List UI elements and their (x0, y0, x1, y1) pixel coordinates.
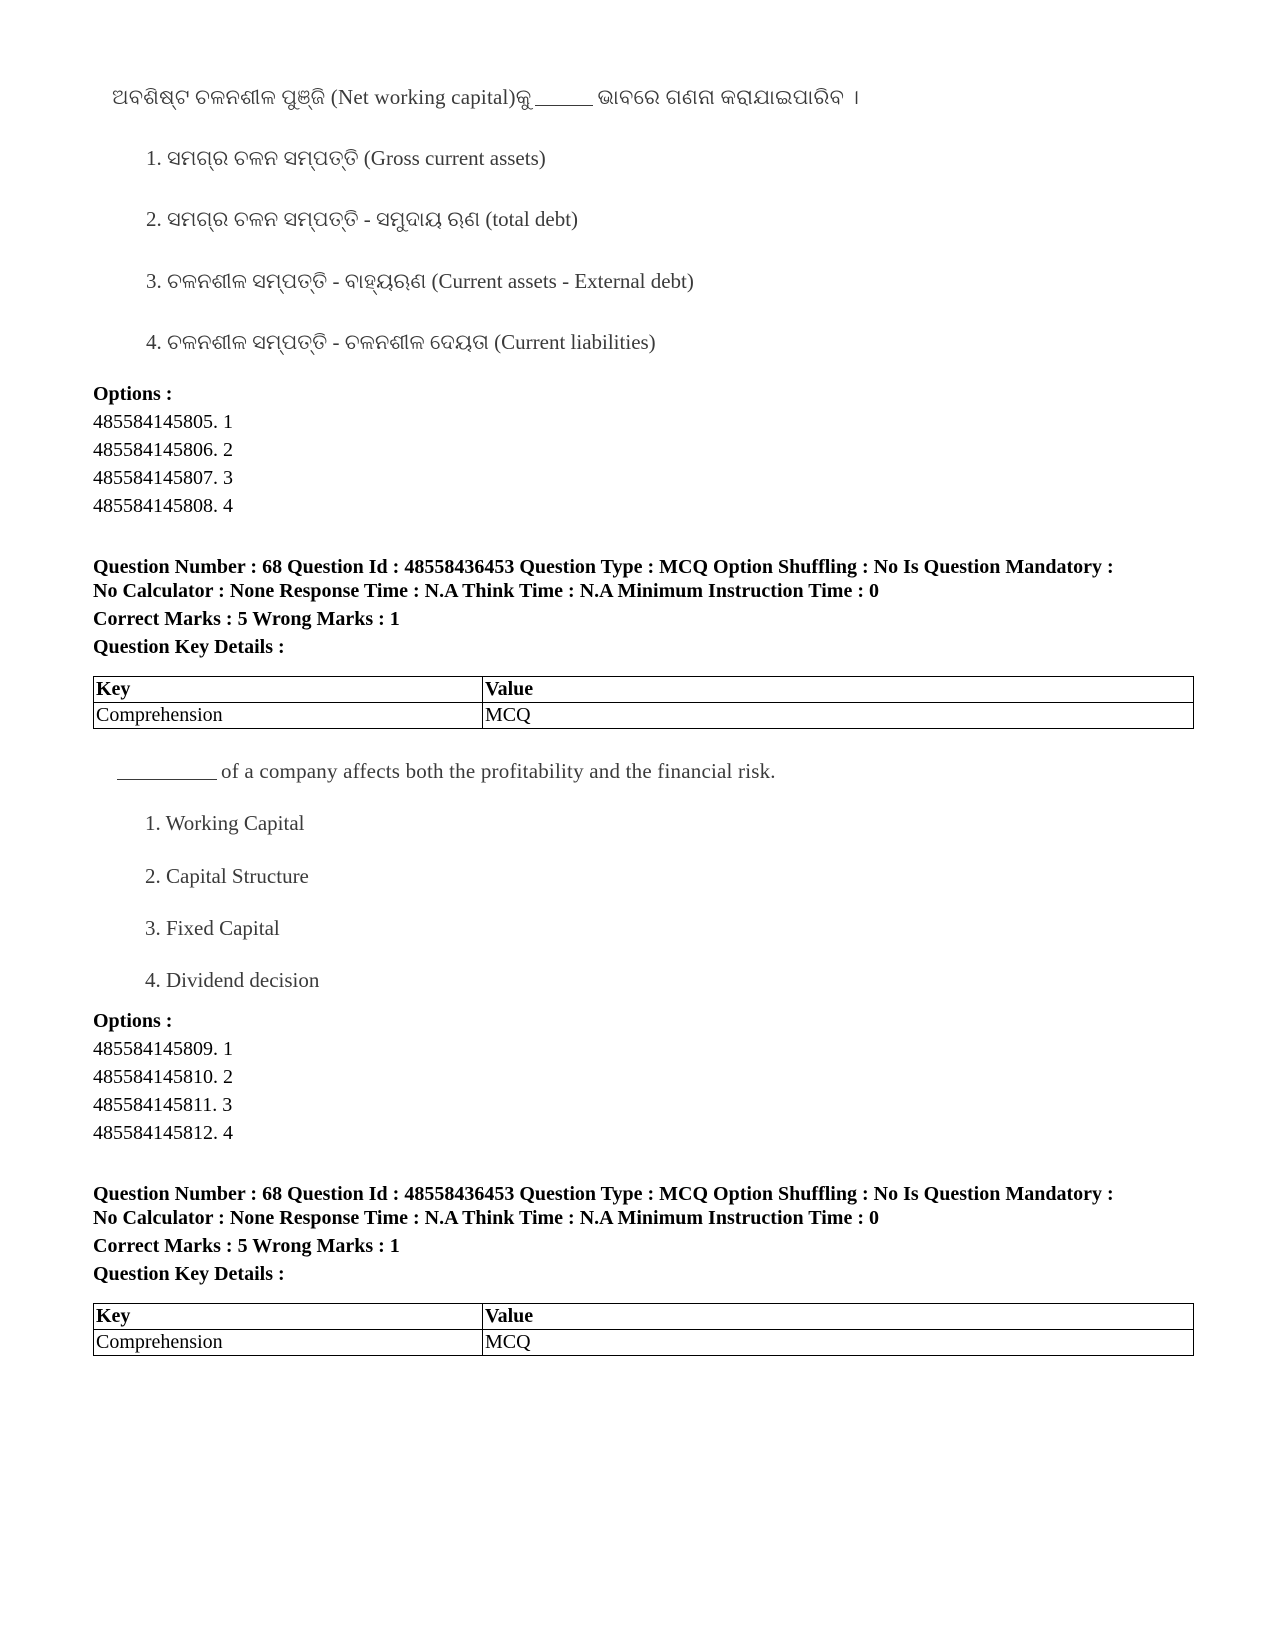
marks-line: Correct Marks : 5 Wrong Marks : 1 (93, 608, 400, 630)
table-cell-value: MCQ (483, 1330, 1194, 1356)
option-item: 485584145805. 1 (93, 411, 233, 433)
table-header-key: Key (94, 1304, 483, 1330)
table-row (94, 703, 1194, 729)
table-cell-key: Comprehension (94, 1330, 483, 1356)
question-1-choice-3: 3. ଚଳନଶୀଳ ସମ୍ପତ୍ତି - ବାହ୍ୟଋଣ (Current assets - External debt) (146, 269, 694, 293)
question-meta-block (93, 555, 1193, 659)
question-meta-line-2: No Calculator : None Response Time : N.A Think Time : N.A Minimum Instruction Time : 0 (93, 1207, 879, 1229)
question-2-choice-1: 1. Working Capital (145, 811, 305, 835)
option-item: 485584145809. 1 (93, 1038, 233, 1060)
option-item: 485584145806. 2 (93, 439, 233, 461)
table-cell-key: Comprehension (94, 703, 483, 729)
key-details-label: Question Key Details : (93, 1263, 285, 1285)
option-item: 485584145808. 4 (93, 495, 233, 517)
table-header-value: Value (483, 677, 1194, 703)
question-1-stem-text: ଅବଶିଷ୍ଟ ଚଳନଶୀଳ ପୁଞ୍ଜି (Net working capital)କୁ (112, 85, 532, 109)
table-row (94, 1330, 1194, 1356)
key-details-label: Question Key Details : (93, 636, 285, 658)
question-meta-block (93, 1182, 1193, 1286)
question-2-options (93, 1007, 233, 1147)
option-item: 485584145810. 2 (93, 1066, 233, 1088)
question-2-image (117, 758, 877, 992)
question-1-choice-1: 1. ସମଗ୍ର ଚଳନ ସମ୍ପତ୍ତି (Gross current assets) (146, 146, 546, 170)
question-1-options (93, 380, 233, 520)
key-value-table (93, 676, 1194, 729)
question-1-stem-text-end: ଭାବରେ ଗଣନା କରାଯାଇପାରିବ । (597, 85, 860, 109)
options-label: Options : (93, 1010, 173, 1032)
key-value-table (93, 1303, 1194, 1356)
question-meta-line-2: No Calculator : None Response Time : N.A Think Time : N.A Minimum Instruction Time : 0 (93, 580, 879, 602)
option-item: 485584145811. 3 (93, 1094, 233, 1116)
question-1-choice-2: 2. ସମଗ୍ର ଚଳନ ସମ୍ପତ୍ତି - ସମୁଦାୟ ଋଣ (total debt) (146, 207, 579, 231)
options-label: Options : (93, 383, 173, 405)
question-meta-line-1: Question Number : 68 Question Id : 48558436453 Question Type : MCQ Option Shuffling : No Is Question Mandatory : (93, 1183, 1114, 1205)
table-header-key: Key (94, 677, 483, 703)
table-cell-value: MCQ (483, 703, 1194, 729)
option-item: 485584145812. 4 (93, 1122, 233, 1144)
table-header-value: Value (483, 1304, 1194, 1330)
answer-blank (535, 105, 593, 106)
question-1-image (112, 84, 872, 354)
question-2-stem-text: of a company affects both the profitability and the financial risk. (221, 759, 776, 783)
marks-line: Correct Marks : 5 Wrong Marks : 1 (93, 1235, 400, 1257)
question-1-stem (112, 84, 872, 110)
question-2-choice-2: 2. Capital Structure (145, 864, 309, 888)
option-item: 485584145807. 3 (93, 467, 233, 489)
answer-blank (117, 779, 217, 780)
question-2-choice-4: 4. Dividend decision (145, 968, 320, 992)
question-1-choice-4: 4. ଚଳନଶୀଳ ସମ୍ପତ୍ତି - ଚଳନଶୀଳ ଦେୟତା (Current liabilities) (146, 330, 656, 354)
question-2-stem (117, 758, 877, 784)
question-2-choice-3: 3. Fixed Capital (145, 916, 280, 940)
question-meta-line-1: Question Number : 68 Question Id : 48558436453 Question Type : MCQ Option Shuffling : No Is Question Mandatory : (93, 556, 1114, 578)
